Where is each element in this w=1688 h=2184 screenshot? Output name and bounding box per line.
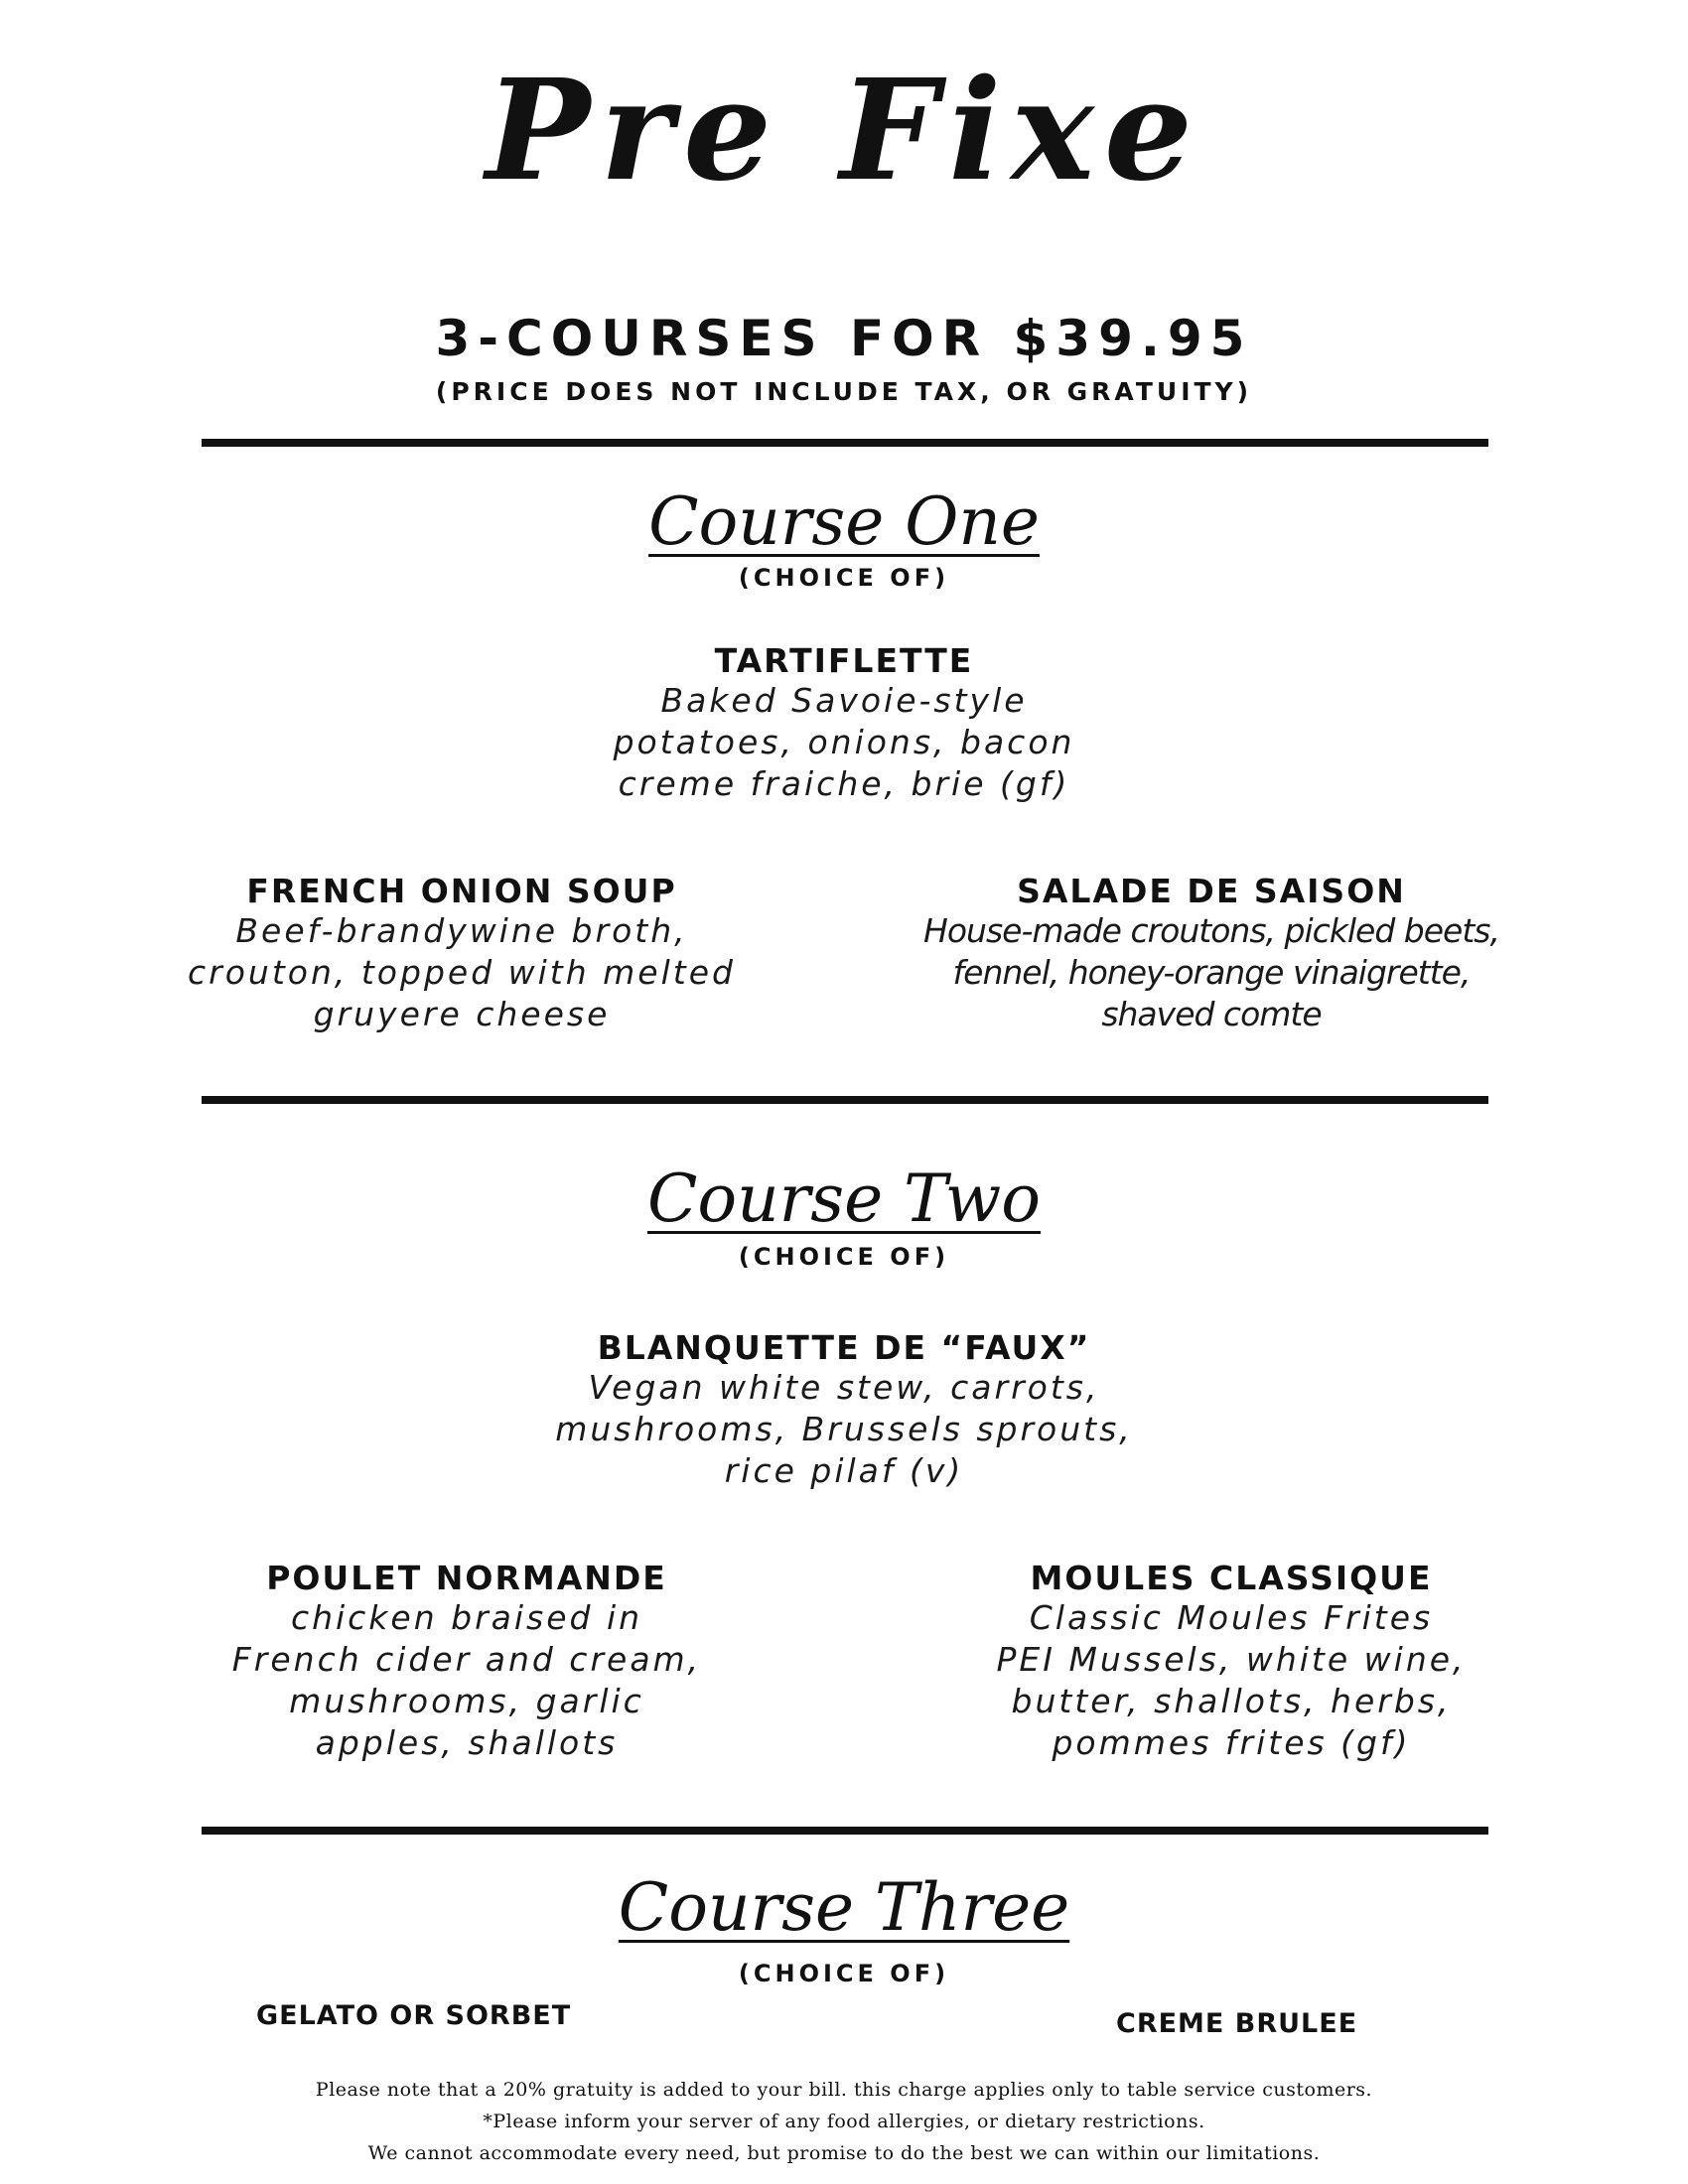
dish-desc-line: House-made croutons, pickled beets, [923,911,1499,950]
dish-desc [199,1597,735,1764]
footer-gratuity-note: Please note that a 20% gratuity is added to your bill. this charge applies only to table service customers. [315,2079,1373,2101]
price-line: 3-COURSES FOR $39.95 [435,310,1253,367]
dish-desc [447,680,1241,805]
dish-name: SALADE DE SAISON [1017,872,1406,910]
divider-2 [202,1096,1488,1104]
course-three-choice: (CHOICE OF) [738,1960,950,1987]
dish-desc [179,910,745,1035]
course-two-title-text: Course Two [646,1160,1042,1237]
dish-desc [447,1367,1241,1492]
footer-limitations-note: We cannot accommodate every need, but promise to do the best we can within our limitations. [367,2142,1321,2164]
course-two-title [0,1160,1688,1237]
divider-3 [202,1827,1488,1835]
course-one-choice: (CHOICE OF) [738,564,950,592]
dish-desc-line: fennel, honey-orange vinaigrette, [952,953,1471,992]
dish-desc-line: Baked Savoie-style [660,681,1028,720]
dish-desc-line: mushrooms, Brussels sprouts, [555,1410,1133,1448]
dessert-creme-brulee: CREME BRULEE [1116,2008,1358,2039]
dish-name: BLANQUETTE DE “FAUX” [597,1328,1091,1367]
price-note: (PRICE DOES NOT INCLUDE TAX, OR GRATUITY) [435,377,1253,406]
dish-desc-line: potatoes, onions, bacon [613,723,1075,761]
dish-desc-line: rice pilaf (v) [724,1451,964,1490]
dish-poulet-normande [199,1559,735,1764]
dish-desc-line: PEI Mussels, white wine, [996,1640,1467,1679]
dish-desc-line: French cider and cream, [231,1640,702,1679]
dish-desc-line: chicken braised in [290,1598,643,1637]
dish-desc-line: crouton, topped with melted [188,953,736,992]
dish-desc-line: Vegan white stew, carrots, [588,1368,1100,1407]
dish-moules-classique [933,1559,1529,1764]
course-two-choice: (CHOICE OF) [738,1243,950,1271]
dish-desc-line: mushrooms, garlic [289,1682,644,1720]
dish-name: TARTIFLETTE [714,641,974,680]
dish-tartiflette [447,641,1241,805]
course-three-title [0,1869,1688,1946]
dish-desc-line: gruyere cheese [313,995,611,1033]
dish-desc-line: butter, shallots, herbs, [1011,1682,1452,1720]
course-one-title [0,483,1688,560]
dish-name: MOULES CLASSIQUE [1030,1559,1433,1597]
dish-name: FRENCH ONION SOUP [246,872,677,910]
dish-desc-line: shaved comte [1101,995,1322,1033]
dish-desc-line: pommes frites (gf) [1052,1723,1411,1762]
dish-desc-line: apples, shallots [315,1723,619,1762]
footer-allergy-note: *Please inform your server of any food allergies, or dietary restrictions. [483,2111,1205,2132]
page-title: Pre Fixe [486,50,1202,212]
course-three-title-text: Course Three [618,1869,1070,1946]
dish-desc [894,910,1529,1035]
dish-desc-line: creme fraiche, brie (gf) [618,764,1070,803]
dish-desc-line: Beef-brandywine broth, [235,911,688,950]
dish-desc [933,1597,1529,1764]
dessert-gelato-or-sorbet: GELATO OR SORBET [256,2000,572,2031]
divider-1 [202,439,1488,447]
dish-desc-line: Classic Moules Frites [1029,1598,1434,1637]
dish-blanquette-de-faux [447,1328,1241,1492]
dish-french-onion-soup [179,872,745,1035]
dish-name: POULET NORMANDE [266,1559,667,1597]
dish-salade-de-saison [894,872,1529,1035]
course-one-title-text: Course One [648,483,1040,560]
